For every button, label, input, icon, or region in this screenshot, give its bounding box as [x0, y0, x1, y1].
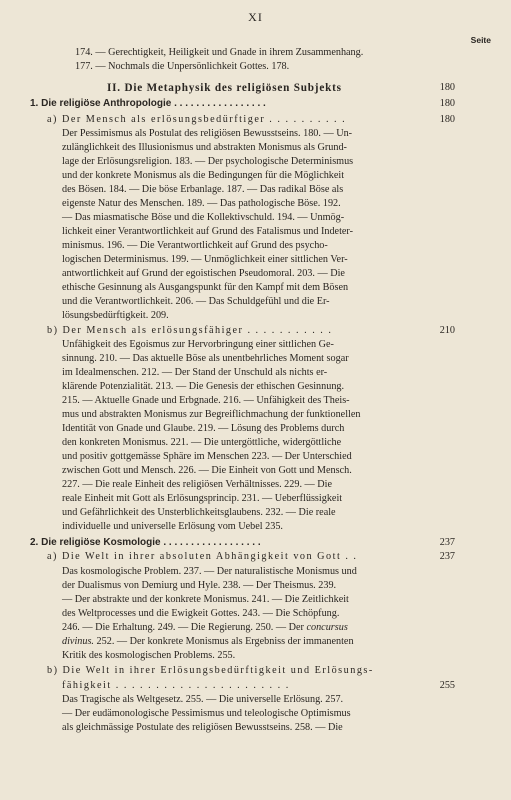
- toc-text-line: und positiv gottgemässe Sphäre im Menschen 223. — Der Unterschied: [62, 451, 352, 462]
- toc-text-line: reale Einheit mit Gott als Erlösungsprincip. 231. — Ueberflüssigkeit: [62, 493, 343, 504]
- toc-text-line: 227. — Die reale Einheit des religiösen Verhältnisses. 229. — Die: [62, 479, 333, 490]
- toc-text-line: zulänglichkeit des Illusionismus und abstrakten Monismus als Grund-: [62, 142, 347, 153]
- toc-text-line: minismus. 196. — Die Verantwortlichkeit auf Grund des psycho-: [62, 240, 328, 251]
- toc-text-line: im Idealmenschen. 212. — Der Stand der Unschuld als nichts er-: [62, 367, 328, 378]
- toc-text-line: des Bösen. 184. — Die böse Erbanlage. 187. — Das radikal Böse als: [62, 184, 344, 195]
- toc-text-line: individuelle und universelle Erlösung vom Uebel 235.: [62, 521, 283, 532]
- toc-text-line: 177. — Nochmals die Unpersönlichkeit Gottes. 178.: [75, 61, 290, 72]
- toc-text-line: mus und abstrakten Monismus zur Begreiflichmachung der funktionellen: [62, 409, 361, 420]
- toc-chapter-heading: 2. Die religiöse Kosmologie . . . . . . . . . . . . . . . . . .: [30, 537, 261, 548]
- toc-text-line: klärende Potenzialität. 213. — Die Genesis der ethischen Gesinnung.: [62, 381, 345, 392]
- toc-text-line: antwortlichkeit auf Grund der egoistischen Pseudomoral. 203. — Die: [62, 268, 345, 279]
- toc-page-number: 237: [439, 537, 455, 548]
- toc-text-line: Identität von Gnade und Glaube. 219. — Lösung des Problems durch: [62, 423, 345, 434]
- toc-text-line: logischen Determinismus. 199. — Unmöglichkeit einer sittlichen Ver-: [62, 254, 348, 265]
- toc-part-heading: II. Die Metaphysik des religiösen Subjekts: [107, 82, 342, 94]
- toc-text-line: zwischen Gott und Mensch. 226. — Die Einheit von Gott und Mensch.: [62, 465, 352, 476]
- toc-text-line: der Dualismus von Demiurg und Hyle. 238. — Der Theismus. 239.: [62, 580, 337, 591]
- toc-text-line: 174. — Gerechtigkeit, Heiligkeit und Gnade in ihrem Zusammenhang.: [75, 47, 364, 58]
- toc-section-heading: a) Die Welt in ihrer absoluten Abhängigkeit von Gott . .: [47, 551, 358, 562]
- toc-text-line: — Der eudämonologische Pessimismus und teleologische Optimismus: [62, 708, 351, 719]
- toc-page-number: 180: [439, 82, 455, 93]
- toc-text-line: des Weltprocesses und die Ewigkeit Gottes. 243. — Die Schöpfung.: [62, 608, 340, 619]
- toc-text-line: 246. — Die Erhaltung. 249. — Die Regierung. 250. — Der concursus: [62, 622, 348, 633]
- toc-section-heading: b) Der Mensch als erlösungsfähiger . . . . . . . . . . .: [47, 325, 333, 336]
- toc-text-line: und der konkrete Monismus als die Bedingungen für die Möglichkeit: [62, 170, 345, 181]
- toc-text-line: den konkreten Monismus. 221. — Die untergöttliche, widergöttliche: [62, 437, 342, 448]
- toc-text-line: eigenste Natur des Menschen. 189. — Das pathologische Böse. 192.: [62, 198, 341, 209]
- toc-text-line: lösungsbedürftigkeit. 209.: [62, 310, 169, 321]
- toc-chapter-heading: 1. Die religiöse Anthropologie . . . . . . . . . . . . . . . . .: [30, 98, 266, 109]
- toc-page-number: 180: [439, 114, 455, 125]
- toc-text-line: 215. — Aktuelle Gnade und Erbgnade. 216. — Unfähigkeit des Theis-: [62, 395, 350, 406]
- toc-text-line: als gleichmässige Postulate des religiösen Bewusstseins. 258. — Die: [62, 722, 343, 733]
- toc-page-number: 255: [439, 680, 455, 691]
- toc-text-line: — Der abstrakte und der konkrete Monismus. 241. — Die Zeitlichkeit: [62, 594, 349, 605]
- page-column-label: Seite: [470, 35, 491, 45]
- toc-page-number: 180: [439, 98, 455, 109]
- toc-text-line: divinus. 252. — Der konkrete Monismus als Ergebniss der immanenten: [62, 636, 354, 647]
- toc-text-line: sinnung. 210. — Das aktuelle Böse als unentbehrliches Moment sogar: [62, 353, 349, 364]
- toc-section-heading: fähigkeit . . . . . . . . . . . . . . . . . . . . . .: [62, 680, 290, 691]
- toc-text-line: Unfähigkeit des Egoismus zur Hervorbringung einer sittlichen Ge-: [62, 339, 334, 350]
- toc-page-number: 237: [439, 551, 455, 562]
- toc-text-line: und die Verantwortlichkeit. 206. — Das Schuldgefühl und die Er-: [62, 296, 330, 307]
- toc-text-line: und Gefährlichkeit des Unsterblichkeitsglaubens. 232. — Die reale: [62, 507, 336, 518]
- toc-page-number: 210: [439, 325, 455, 336]
- toc-text-line: — Das miasmatische Böse und die Kollektivschuld. 194. — Unmög-: [62, 212, 345, 223]
- toc-text-line: lichkeit einer Verantwortlichkeit auf Grund des Fatalismus und Indeter-: [62, 226, 353, 237]
- toc-section-heading: a) Der Mensch als erlösungsbedürftiger . . . . . . . . . .: [47, 114, 347, 125]
- toc-text-line: ethische Gesinnung als Ausgangspunkt für den Kampf mit dem Bösen: [62, 282, 349, 293]
- toc-section-heading: b) Die Welt in ihrer Erlösungsbedürftigkeit und Erlösungs-: [47, 665, 374, 676]
- toc-text-line: Der Pessimismus als Postulat des religiösen Bewusstseins. 180. — Un-: [62, 128, 353, 139]
- toc-text-line: Das kosmologische Problem. 237. — Der naturalistische Monismus und: [62, 566, 357, 577]
- toc-text-line: lage der Erlösungsreligion. 183. — Der psychologische Determinismus: [62, 156, 354, 167]
- page-numeral: XI: [248, 10, 263, 24]
- toc-text-line: Das Tragische als Weltgesetz. 255. — Die universelle Erlösung. 257.: [62, 694, 344, 705]
- toc-text-line: Kritik des kosmologischen Problems. 255.: [62, 650, 236, 661]
